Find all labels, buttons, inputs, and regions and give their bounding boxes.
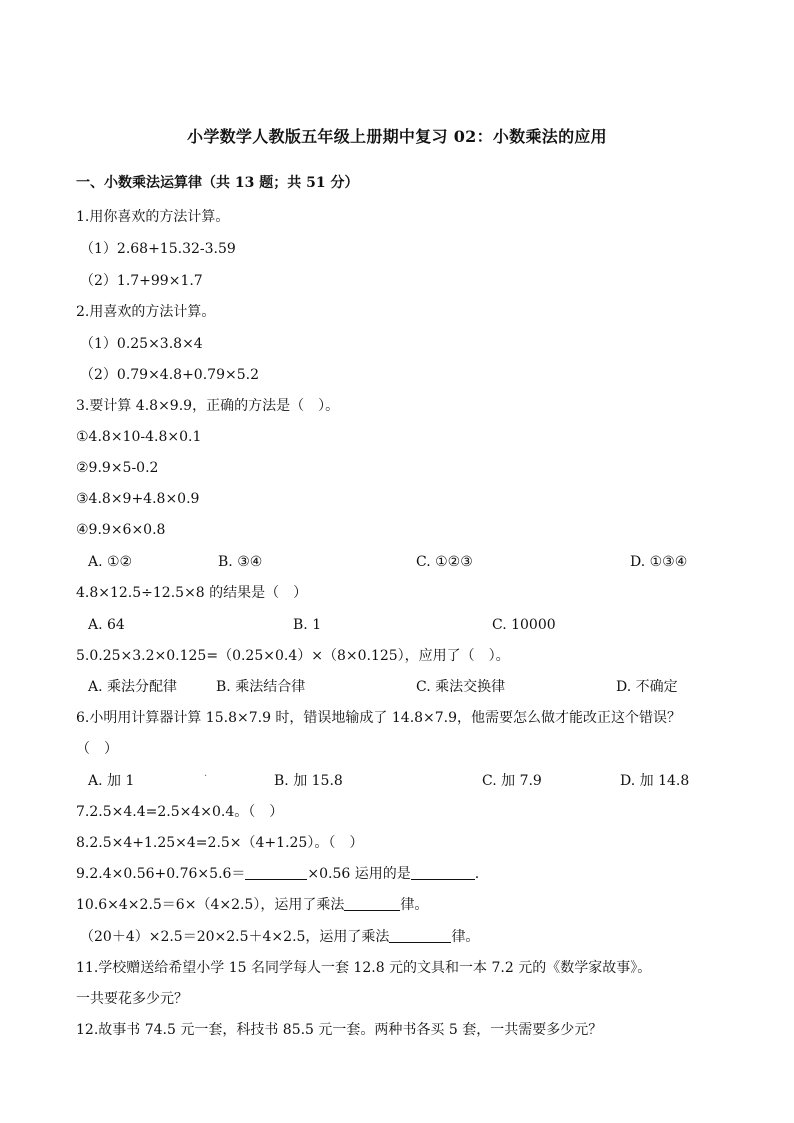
q12-stem: 12.故事书 74.5 元一套，科技书 85.5 元一套。两种书各买 5 套，一共需要多少元？: [76, 1022, 603, 1038]
q6-stem: 6.小明用计算器计算 15.8×7.9 时，错误地输成了 14.8×7.9，他需要怎么做才能改正这个错误？: [76, 710, 682, 726]
q10-line2: [80, 928, 479, 946]
q5-stem: 5.0.25×3.2×0.125=（0.25×0.4）×（8×0.125），应用了（ ）。: [76, 648, 510, 664]
q1-part2: （2）1.7+99×1.7: [80, 273, 203, 289]
q5-option-a[interactable]: A. 乘法分配律: [88, 679, 178, 695]
q11-line1: 11.学校赠送给希望小学 15 名同学每人一套 12.8 元的文具和一本 7.2 元的《数学家故事》。: [76, 960, 652, 976]
q3-stem: 3.要计算 4.8×9.9，正确的方法是（ ）。: [76, 398, 340, 414]
q8-stem: 8.2.5×4+1.25×4=2.5×（4+1.25）。（ ）: [76, 835, 364, 851]
q3-method4: ④9.9×6×0.8: [76, 522, 166, 538]
q9-blank-2[interactable]: [411, 865, 475, 880]
q6-option-d[interactable]: D. 加 14.8: [620, 773, 690, 789]
page-title: 小学数学人教版五年级上册期中复习 02：小数乘法的应用: [187, 127, 607, 146]
q4-option-b[interactable]: B. 1: [293, 617, 322, 633]
q2-part2: （2）0.79×4.8+0.79×5.2: [80, 367, 259, 383]
q3-option-c[interactable]: C. ①②③: [416, 554, 473, 570]
q10-line2-pre: （20＋4）×2.5＝20×2.5＋4×2.5，运用了乘法: [80, 929, 390, 945]
q6-paren: （ ）: [76, 741, 118, 757]
q2-part1: （1）0.25×3.8×4: [80, 336, 203, 352]
q6-option-b[interactable]: B. 加 15.8: [274, 773, 343, 789]
q9-blank-1[interactable]: [245, 865, 307, 880]
stray-dot: ·: [204, 771, 208, 782]
q7-stem: 7.2.5×4.4=2.5×4×0.4。（ ）: [76, 804, 284, 820]
q10-blank-1[interactable]: [344, 896, 400, 911]
section-heading: 一、小数乘法运算律（共 13 题；共 51 分）: [76, 175, 359, 191]
q10-line2-post: 律。: [451, 929, 480, 945]
q6-option-a[interactable]: A. 加 1: [88, 773, 135, 789]
q9-stem: [76, 865, 479, 883]
q4-stem: 4.8×12.5÷12.5×8 的结果是（ ）: [76, 585, 308, 601]
q10-line1-pre: 10.6×4×2.5＝6×（4×2.5），运用了乘法: [76, 897, 345, 913]
q9-text-mid: ×0.56 运用的是: [307, 866, 411, 882]
q2-stem: 2.用喜欢的方法计算。: [76, 304, 216, 320]
q10-blank-2[interactable]: [389, 928, 451, 943]
q4-option-a[interactable]: A. 64: [88, 617, 125, 633]
q3-method1: ①4.8×10-4.8×0.1: [76, 429, 202, 445]
q3-option-b[interactable]: B. ③④: [218, 554, 263, 570]
q1-part1: （1）2.68+15.32-3.59: [80, 241, 236, 257]
q4-option-c[interactable]: C. 10000: [492, 617, 556, 633]
q5-option-b[interactable]: B. 乘法结合律: [216, 679, 306, 695]
q3-method2: ②9.9×5-0.2: [76, 460, 159, 476]
q10-line1-post: 律。: [400, 897, 429, 913]
q5-option-d[interactable]: D. 不确定: [616, 679, 678, 695]
q3-option-a[interactable]: A. ①②: [88, 554, 133, 570]
q3-method3: ③4.8×9+4.8×0.9: [76, 491, 200, 507]
q9-text-post: .: [474, 866, 480, 882]
q6-option-c[interactable]: C. 加 7.9: [482, 773, 542, 789]
q10-line1: [76, 896, 428, 914]
q11-line2: 一共要花多少元？: [76, 991, 188, 1007]
q3-option-d[interactable]: D. ①③④: [630, 554, 688, 570]
q9-text-pre: 9.2.4×0.56+0.76×5.6＝: [76, 866, 246, 882]
q1-stem: 1.用你喜欢的方法计算。: [76, 209, 230, 225]
q5-option-c[interactable]: C. 乘法交换律: [416, 679, 506, 695]
